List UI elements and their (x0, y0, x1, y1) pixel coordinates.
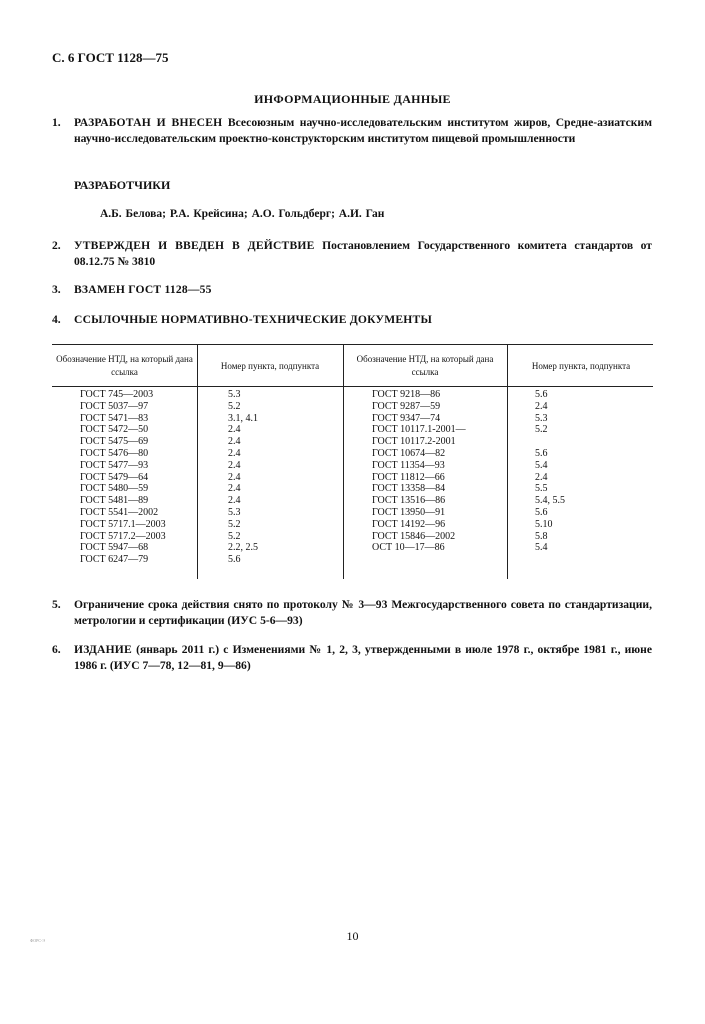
item-number: 6. (52, 643, 61, 656)
table-cell: ГОСТ 5947—68 (80, 542, 149, 554)
section-validity (52, 597, 652, 631)
item-body (74, 115, 652, 147)
table-cell: 2.4 (535, 400, 548, 412)
right-doc-column (372, 389, 466, 554)
item-number: 5. (52, 598, 61, 611)
item-number: 4. (52, 313, 61, 326)
table-cell: 2.4 (228, 424, 241, 436)
table-cell: ГОСТ 5480—59 (80, 483, 149, 495)
table-cell: ГОСТ 5475—69 (80, 436, 149, 448)
section-developed-by (52, 115, 652, 165)
table-cell: 5.5 (535, 483, 548, 495)
item-lead: ССЫЛОЧНЫЕ НОРМАТИВНО-ТЕХНИЧЕСКИЕ ДОКУМЕНТЫ (74, 313, 433, 326)
table-cell: ГОСТ 10117.2-2001 (372, 436, 456, 448)
table-cell: ГОСТ 5037—97 (80, 400, 149, 412)
right-point-column (535, 389, 565, 554)
table-cell: 5.3 (228, 506, 241, 518)
left-doc-column (80, 389, 166, 566)
table-cell: ГОСТ 15846—2002 (372, 530, 456, 542)
table-cell: ГОСТ 5477—93 (80, 459, 149, 471)
table-cell (535, 436, 565, 448)
table-cell: 5.4 (535, 459, 548, 471)
page-header: С. 6 ГОСТ 1128—75 (52, 50, 169, 65)
section-replaces (52, 282, 652, 300)
table-cell: 5.2 (535, 424, 548, 436)
table-cell: ГОСТ 6247—79 (80, 554, 149, 566)
table-cell: 5.8 (535, 530, 548, 542)
table-cell: ГОСТ 5471—83 (80, 412, 149, 424)
table-cell: 2.4 (228, 483, 241, 495)
table-cell: 5.4 (535, 542, 548, 554)
table-cell: ГОСТ 9287—59 (372, 400, 441, 412)
header-doc-right: Обозначение НТД, на который дана ссылка (356, 354, 494, 377)
table-cell: 2.4 (535, 471, 548, 483)
item-text: Всесоюзным научно-исследовательским институтом жиров, Средне-азиатским научно-исследовательским проектно-конструкторским институтом пищевой промышленности (74, 116, 652, 145)
table-cell: ГОСТ 5479—64 (80, 471, 149, 483)
page-title: ИНФОРМАЦИОННЫЕ ДАННЫЕ (254, 92, 451, 106)
table-cell: ГОСТ 5717.1—2003 (80, 518, 166, 530)
table-cell: 2.4 (228, 471, 241, 483)
table-cell: ГОСТ 5472—50 (80, 424, 149, 436)
left-point-column (228, 389, 258, 566)
table-cell: 2.2, 2.5 (228, 542, 258, 554)
table-cell: 2.4 (228, 447, 241, 459)
tiny-mark: ФОРС-Э (30, 938, 46, 943)
table-cell: ГОСТ 745—2003 (80, 389, 154, 400)
section-approved (52, 238, 652, 272)
item-text: (январь 2011 г.) с Изменениями № 1, 2, 3, утвержденными в июле 1978 г., октябре 1981 г., июне 1986 г. (ИУС 7—78, 12—81, 9—86) (74, 643, 652, 672)
table-cell: ГОСТ 10674—82 (372, 447, 446, 459)
table-cell: ГОСТ 13950—91 (372, 506, 446, 518)
header-point-left: Номер пункта, подпункта (220, 361, 320, 371)
table-cell: 5.6 (535, 506, 548, 518)
page-number: 10 (346, 929, 359, 943)
table-cell: 5.6 (535, 447, 548, 459)
item-body (74, 238, 652, 270)
table-header-border (52, 386, 653, 387)
column-divider (507, 344, 508, 579)
table-cell: ГОСТ 10117.1-2001— (372, 424, 466, 436)
table-cell: 3.1, 4.1 (228, 412, 258, 424)
table-cell: 5.3 (228, 389, 241, 400)
table-cell: ГОСТ 9347—74 (372, 412, 441, 424)
developers-names: А.Б. Белова; Р.А. Крейсина; А.О. Гольдберг; А.И. Ган (100, 208, 385, 220)
column-divider (343, 344, 344, 579)
table-cell: ГОСТ 13516—86 (372, 495, 446, 507)
item-lead: ВЗАМЕН ГОСТ 1128—55 (74, 283, 212, 296)
table-cell: 5.10 (535, 518, 553, 530)
table-cell: 2.4 (228, 459, 241, 471)
item-number: 3. (52, 283, 61, 296)
table-cell: 5.2 (228, 518, 241, 530)
table-cell: ГОСТ 11354—93 (372, 459, 445, 471)
table-cell: 5.6 (228, 554, 241, 566)
item-lead: УТВЕРЖДЕН И ВВЕДЕН В ДЕЙСТВИЕ (74, 239, 315, 252)
table-cell: ГОСТ 5541—2002 (80, 506, 159, 518)
item-lead: ИЗДАНИЕ (74, 643, 132, 656)
table-cell: ОСТ 10—17—86 (372, 542, 445, 554)
item-text: Ограничение срока действия снято по протоколу № 3—93 Межгосударственного совета по стандартизации, метрологии и сертификации (ИУС 5-6—93) (74, 598, 652, 627)
table-cell: ГОСТ 13358—84 (372, 483, 446, 495)
item-body (74, 312, 652, 328)
item-body (74, 642, 652, 674)
references-table (52, 344, 653, 579)
item-body (74, 597, 652, 629)
item-lead: РАЗРАБОТАН И ВНЕСЕН (74, 116, 223, 129)
section-edition (52, 642, 652, 676)
table-cell: ГОСТ 9218—86 (372, 389, 441, 400)
table-cell: 5.4, 5.5 (535, 495, 565, 507)
item-body (74, 282, 652, 298)
developers-heading: РАЗРАБОТЧИКИ (74, 178, 171, 192)
table-cell: 2.4 (228, 495, 241, 507)
table-cell: 5.2 (228, 400, 241, 412)
table-top-border (52, 344, 653, 345)
header-point-right: Номер пункта, подпункта (531, 361, 631, 371)
table-cell: ГОСТ 5476—80 (80, 447, 149, 459)
column-divider (197, 344, 198, 579)
table-cell: ГОСТ 5717.2—2003 (80, 530, 166, 542)
table-cell: 5.6 (535, 389, 548, 400)
table-cell: ГОСТ 5481—89 (80, 495, 149, 507)
item-number: 1. (52, 116, 61, 129)
table-cell: 5.3 (535, 412, 548, 424)
section-references (52, 312, 652, 330)
table-cell: ГОСТ 14192—96 (372, 518, 446, 530)
table-cell: ГОСТ 11812—66 (372, 471, 445, 483)
table-cell: 5.2 (228, 530, 241, 542)
header-doc-left: Обозначение НТД, на который дана ссылка (56, 354, 193, 377)
item-text: Постановлением Государственного комитета стандартов от 08.12.75 № 3810 (74, 239, 653, 268)
item-number: 2. (52, 239, 61, 252)
table-cell: 2.4 (228, 436, 241, 448)
